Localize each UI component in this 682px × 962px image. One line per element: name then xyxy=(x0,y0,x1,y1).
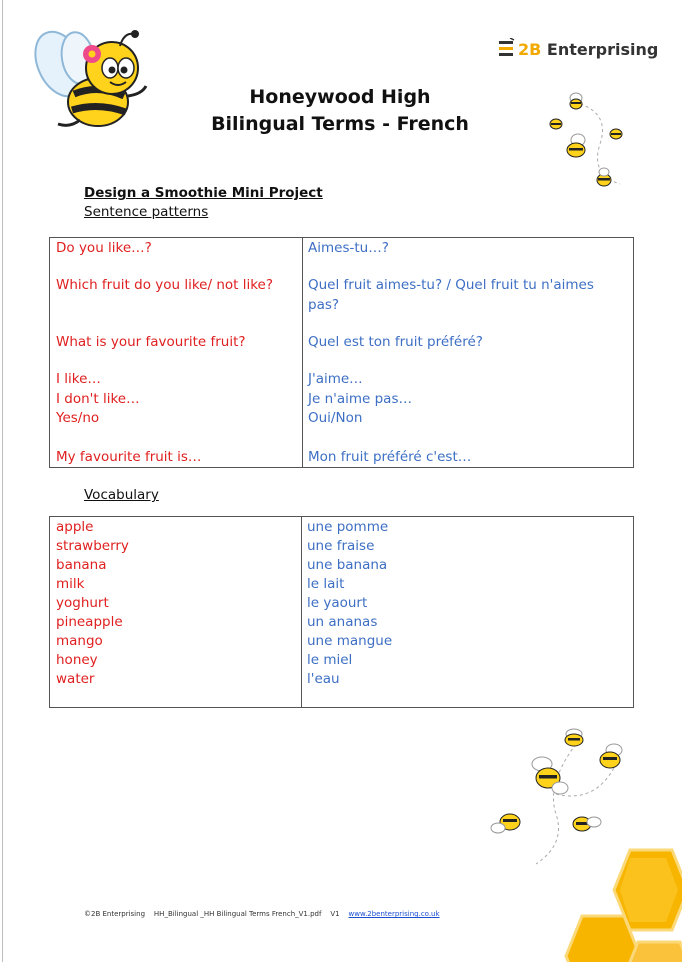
phrase-en: Do you like…? xyxy=(56,240,152,256)
section-subtitle: Sentence patterns xyxy=(84,204,209,220)
bee-icon xyxy=(532,757,568,794)
brand-logo xyxy=(498,38,658,60)
bee-icon xyxy=(567,134,585,157)
vocab-en: pineapple xyxy=(56,614,123,630)
brand-logo-icon xyxy=(498,38,516,60)
phrase-en: Which fruit do you like/ not like? xyxy=(56,277,274,293)
phrase-fr: Je n'aime pas… xyxy=(308,391,412,407)
vocab-en: apple xyxy=(56,519,94,535)
vocabulary-label: Vocabulary xyxy=(84,487,159,503)
phrase-fr: Quel est ton fruit préféré? xyxy=(308,334,483,350)
honeycomb-icon xyxy=(512,846,682,962)
bee-icon xyxy=(570,93,582,109)
bee-icon xyxy=(550,119,562,129)
footer-copyright: ©2B Enterprising xyxy=(84,910,146,918)
phrase-fr: Mon fruit préféré c'est… xyxy=(308,449,472,465)
sentence-patterns-table xyxy=(49,237,634,468)
bee-icon xyxy=(491,814,520,833)
vocabulary-table xyxy=(49,516,634,708)
phrase-en: I like… xyxy=(56,371,101,387)
brand-name: 2B Enterprising xyxy=(518,39,659,59)
footer-version: V1 xyxy=(330,910,340,918)
vocab-en: water xyxy=(56,671,95,687)
bee-icon xyxy=(565,729,583,746)
vocab-en: honey xyxy=(56,652,98,668)
vocab-fr: un ananas xyxy=(307,614,378,630)
vocab-en: milk xyxy=(56,576,85,592)
vocab-fr: une pomme xyxy=(307,519,389,535)
footer-filename: HH_Bilingual _HH Bilingual Terms French_V1.pdf xyxy=(153,910,322,918)
phrase-en: Yes/no xyxy=(56,410,100,426)
title-line-2: Bilingual Terms - French xyxy=(211,113,469,135)
page-title xyxy=(150,84,530,138)
phrase-fr: Aimes-tu…? xyxy=(308,240,389,256)
page-edge xyxy=(2,0,3,962)
table-column-divider xyxy=(302,238,303,467)
vocab-en: yoghurt xyxy=(56,595,109,611)
vocab-fr: une fraise xyxy=(307,538,375,554)
vocab-fr: le lait xyxy=(307,576,345,592)
vocab-en: strawberry xyxy=(56,538,129,554)
section-title: Design a Smoothie Mini Project xyxy=(84,185,323,201)
bee-mascot-icon xyxy=(30,24,160,134)
bee-icon xyxy=(610,129,622,139)
vocab-fr: une mangue xyxy=(307,633,393,649)
phrase-fr: Quel fruit aimes-tu? / Quel fruit tu n'aimes pas? xyxy=(308,277,594,313)
phrase-fr: Oui/Non xyxy=(308,410,363,426)
vocab-en: banana xyxy=(56,557,107,573)
bee-swarm-top-icon xyxy=(540,84,660,204)
vocab-en: mango xyxy=(56,633,103,649)
bee-icon xyxy=(600,744,622,768)
phrase-en: What is your favourite fruit? xyxy=(56,334,246,350)
table-column-divider xyxy=(301,517,302,707)
vocab-fr: une banana xyxy=(307,557,388,573)
bee-icon xyxy=(573,817,601,831)
vocab-fr: le miel xyxy=(307,652,353,668)
bee-icon xyxy=(597,168,611,186)
phrase-en: My favourite fruit is… xyxy=(56,449,202,465)
vocab-fr: l'eau xyxy=(307,671,340,687)
footer-website-link[interactable]: www.2benterprising.co.uk xyxy=(348,910,440,918)
title-line-1: Honeywood High xyxy=(249,86,431,108)
phrase-fr: J'aime… xyxy=(308,371,363,387)
vocab-fr: le yaourt xyxy=(307,595,368,611)
footer xyxy=(84,910,440,918)
phrase-en: I don't like… xyxy=(56,391,140,407)
